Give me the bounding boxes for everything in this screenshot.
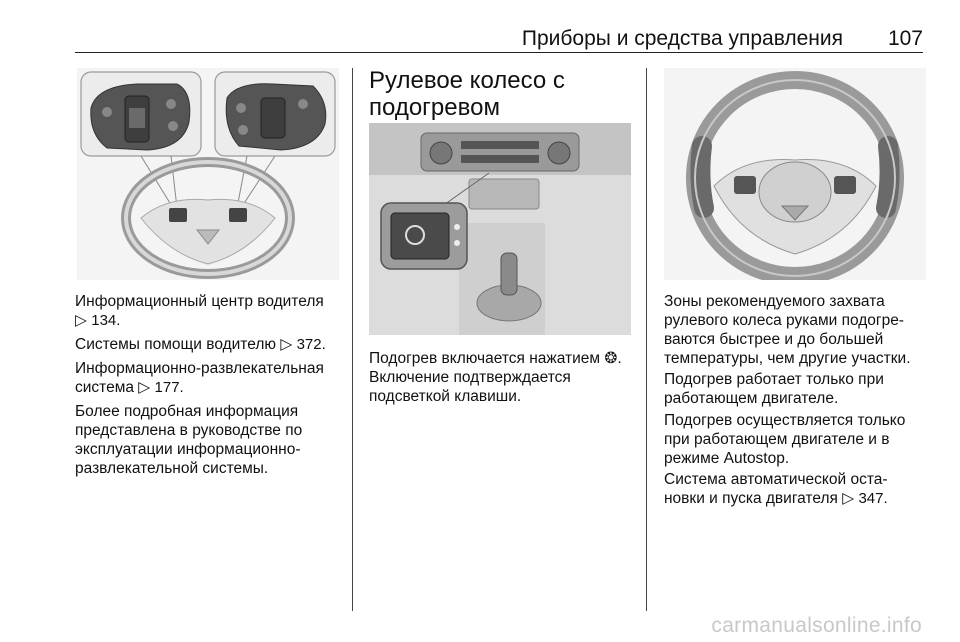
watermark: carmanualsonline.info — [711, 614, 922, 637]
steering-controls-illustration — [77, 68, 339, 280]
paragraph-more-info: Более подробная информация представлена в руководстве по эксплуатации информационно- развлекательной системы. — [75, 403, 303, 477]
section-heading: Рулевое колесо с подогревом — [369, 67, 565, 121]
header-rule — [75, 52, 923, 53]
section-title: Приборы и средства управления — [521, 27, 843, 50]
triangle-ref-icon: ▷ — [138, 379, 151, 396]
heated-wheel-button-illustration — [369, 123, 631, 335]
column-divider-2 — [646, 68, 647, 611]
page-ref-link[interactable]: 347. — [858, 490, 888, 507]
paragraph-autostop: Подогрев осуществляется только при работающем двигателе и в режиме Autostop. — [664, 412, 906, 467]
page-ref-link[interactable]: 177. — [154, 379, 184, 396]
paragraph-grip-zones: Зоны рекомендуемого захвата рулевого колеса руками подогре- ваются быстрее и до большей температуры, чем другие участки. — [664, 293, 911, 367]
steering-wheel-zones-illustration — [664, 68, 926, 280]
triangle-ref-icon: ▷ — [75, 312, 87, 329]
paragraph-heating-on: Подогрев включается нажатием ❂. Включение подтверждается подсветкой клавиши. — [369, 350, 622, 405]
heated-steering-wheel-icon: ❂ — [604, 350, 618, 367]
page-ref-link[interactable]: 134. — [91, 312, 121, 329]
page-header — [75, 27, 923, 53]
paragraph-engine-running: Подогрев работает только при работающем двигателе. — [664, 371, 884, 407]
paragraph-driver-info: Информационный центр водителя ▷ 134. — [75, 293, 324, 329]
page-number: 107 — [887, 27, 923, 50]
triangle-ref-icon: ▷ — [842, 490, 855, 507]
paragraph-infotainment: Информационно-развлекательная система ▷ 177. — [75, 360, 324, 396]
triangle-ref-icon: ▷ — [280, 336, 293, 353]
column-divider-1 — [352, 68, 353, 611]
paragraph-driver-assist: Системы помощи водителю ▷ 372. — [75, 336, 326, 353]
paragraph-stop-start: Система автоматической оста- новки и пуска двигателя ▷ 347. — [664, 471, 888, 507]
page-ref-link[interactable]: 372. — [296, 336, 326, 353]
